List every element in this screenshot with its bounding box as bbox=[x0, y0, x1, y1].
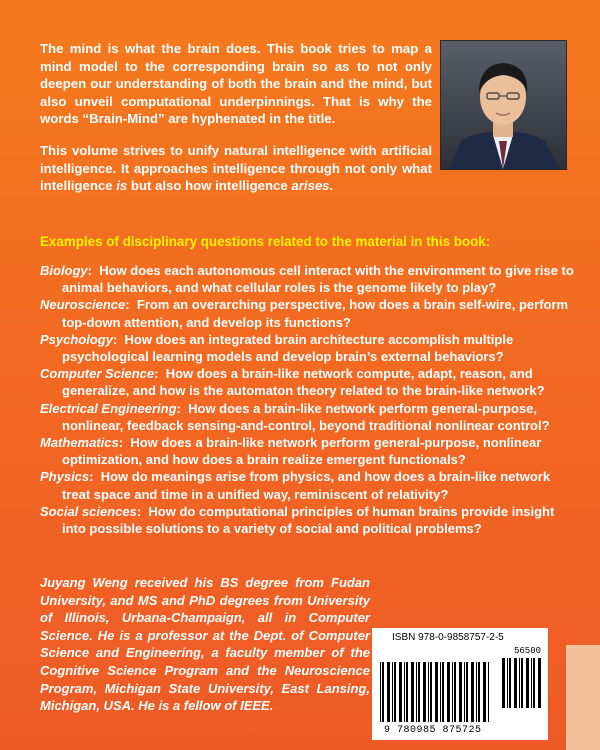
barcode-bar bbox=[488, 662, 489, 722]
discipline-field: Psychology bbox=[40, 331, 113, 347]
list-item: Social sciences: How do computational principles of human brains provide insight into possible solutions to a variety of social and political problems? bbox=[40, 503, 555, 537]
discipline-field: Biology bbox=[40, 263, 88, 278]
intro-paragraph-2 bbox=[40, 142, 432, 195]
barcode-bar bbox=[423, 662, 426, 722]
discipline-question: How does a brain-like network compute, adapt, reason, and generalize, and how is the automaton theory related to the brain-like network? bbox=[62, 366, 545, 399]
barcode-bar bbox=[392, 662, 393, 722]
author-portrait-image bbox=[441, 41, 566, 169]
discipline-field: Computer Science bbox=[40, 366, 155, 382]
barcode-bar bbox=[430, 662, 432, 722]
discipline-question: How does each autonomous cell interact with the environment to give rise to animal behaviors, and what cellular roles is the genome likely to play? bbox=[62, 263, 574, 296]
barcode-bar bbox=[447, 662, 450, 722]
barcode-graphic bbox=[378, 658, 544, 724]
list-item: Computer Science: How does a brain-like network compute, adapt, reason, and generalize, and how is the automaton theory related to the brain-like network? bbox=[40, 366, 545, 399]
barcode-box bbox=[372, 628, 548, 740]
barcode-bar bbox=[538, 658, 541, 708]
barcode-bar bbox=[507, 658, 508, 708]
barcode-bar bbox=[452, 662, 453, 722]
barcode-bar bbox=[416, 662, 417, 722]
barcode-bar bbox=[382, 662, 384, 722]
spine-tab bbox=[566, 645, 600, 750]
barcode-bar bbox=[454, 662, 456, 722]
discipline-question: How do meanings arise from physics, and how does a brain-like network treat space and time in a unified way, reminiscent of relativity? bbox=[62, 469, 551, 502]
intro-word-is: is bbox=[116, 178, 128, 194]
examples-heading: Examples of disciplinary questions related to the material in this book: bbox=[40, 234, 491, 249]
barcode-bar bbox=[411, 662, 414, 722]
barcode-bar bbox=[509, 658, 511, 708]
barcode-bar bbox=[442, 662, 444, 722]
barcode-bar bbox=[464, 662, 465, 722]
barcode-bar bbox=[514, 658, 517, 708]
price-code: 56500 bbox=[514, 646, 542, 656]
author-bio-text: Juyang Weng received his BS degree from Fudan University, and MS and PhD degrees from University of Illinois, Urbana-Champaign, all in Computer Science. He is a professor at the Dept. of Computer Science and Engineering, a faculty member of the Cognitive Science Program and the Neuroscience Program, Michigan State University, East Lansing, Michigan, USA. He is a fellow of IEEE. bbox=[40, 575, 370, 714]
intro-paragraph-2-part-a: This volume strives to unify natural intelligence with artificial intelligence. It approaches intelligence through not only what intelligence bbox=[40, 142, 432, 194]
intro-word-arises: arises bbox=[291, 178, 330, 194]
author-bio bbox=[40, 574, 370, 715]
list-item: Electrical Engineering: How does a brain-like network perform general-purpose, nonlinear, feedback sensing-and-control, beyond traditional nonlinear control? bbox=[40, 400, 550, 433]
barcode-bar bbox=[418, 662, 420, 722]
barcode-bar bbox=[387, 662, 390, 722]
barcode-bar bbox=[519, 658, 520, 708]
intro-paragraph-1: The mind is what the brain does. This book tries to map a mind model to the corresponding brain so as to not only deepen our understanding of both the brain and the mind, but also unveil computational underpinnings. That is why the words “Brain-Mind” are hyphenated in the title. bbox=[40, 41, 432, 127]
discipline-field: Neuroscience bbox=[40, 297, 126, 313]
intro-text bbox=[40, 40, 432, 209]
barcode-bar bbox=[502, 658, 505, 708]
discipline-question: How does a brain-like network perform general-purpose, nonlinear, feedback sensing-and-control, beyond traditional nonlinear control? bbox=[62, 400, 550, 433]
discipline-field: Physics bbox=[40, 469, 90, 485]
isbn-label: ISBN 978-0-9858757-2-5 bbox=[392, 632, 504, 643]
barcode-bar bbox=[394, 662, 396, 722]
discipline-field: Mathematics bbox=[40, 435, 119, 451]
intro-paragraph-2-part-c: . bbox=[329, 178, 334, 194]
barcode-number: 9 780985 875725 bbox=[384, 725, 482, 736]
barcode-bar bbox=[526, 658, 529, 708]
disciplinary-questions-list bbox=[40, 262, 580, 537]
barcode-bar bbox=[399, 662, 402, 722]
barcode-bar bbox=[428, 662, 429, 722]
barcode-bar bbox=[471, 662, 474, 722]
barcode-bar bbox=[406, 662, 408, 722]
discipline-field: Social sciences bbox=[40, 503, 137, 519]
discipline-question: How does a brain-like network perform general-purpose, nonlinear optimization, and how does a brain realize emergent functionals? bbox=[62, 435, 542, 468]
discipline-question: How do computational principles of human brains provide insight into possible solutions to a variety of social and political problems? bbox=[62, 503, 555, 537]
barcode-bar bbox=[435, 662, 438, 722]
list-item: Psychology: How does an integrated brain architecture accomplish multiple psychological learning models and develop brain’s external behaviors? bbox=[40, 331, 514, 365]
intro-paragraph-2-part-b: but also how intelligence bbox=[127, 178, 292, 194]
list-item: Biology: How does each autonomous cell interact with the environment to give rise to animal behaviors, and what cellular roles is the genome likely to play? bbox=[40, 263, 574, 296]
barcode-bar bbox=[404, 662, 405, 722]
barcode-bar bbox=[380, 662, 381, 722]
author-photo bbox=[440, 40, 567, 170]
discipline-field: Electrical Engineering bbox=[40, 400, 177, 416]
barcode-bar bbox=[466, 662, 468, 722]
barcode-bar bbox=[483, 662, 486, 722]
barcode-bar bbox=[440, 662, 441, 722]
barcode-bar bbox=[521, 658, 523, 708]
discipline-question: How does an integrated brain architecture accomplish multiple psychological learning models and develop brain’s external behaviors? bbox=[62, 331, 514, 365]
barcode-bar bbox=[459, 662, 462, 722]
barcode-bar bbox=[533, 658, 535, 708]
list-item: Neuroscience: From an overarching perspective, how does a brain self-wire, perform top-down attention, and develop its functions? bbox=[40, 297, 569, 330]
barcode-bar bbox=[476, 662, 477, 722]
barcode-bar bbox=[478, 662, 480, 722]
list-item: Physics: How do meanings arise from physics, and how does a brain-like network treat space and time in a unified way, reminiscent of relativity? bbox=[40, 469, 551, 502]
discipline-question: From an overarching perspective, how does a brain self-wire, perform top-down attention, and develop its functions? bbox=[62, 297, 569, 330]
list-item: Mathematics: How does a brain-like network perform general-purpose, nonlinear optimization, and how does a brain realize emergent functionals? bbox=[40, 435, 542, 468]
barcode-bar bbox=[531, 658, 532, 708]
